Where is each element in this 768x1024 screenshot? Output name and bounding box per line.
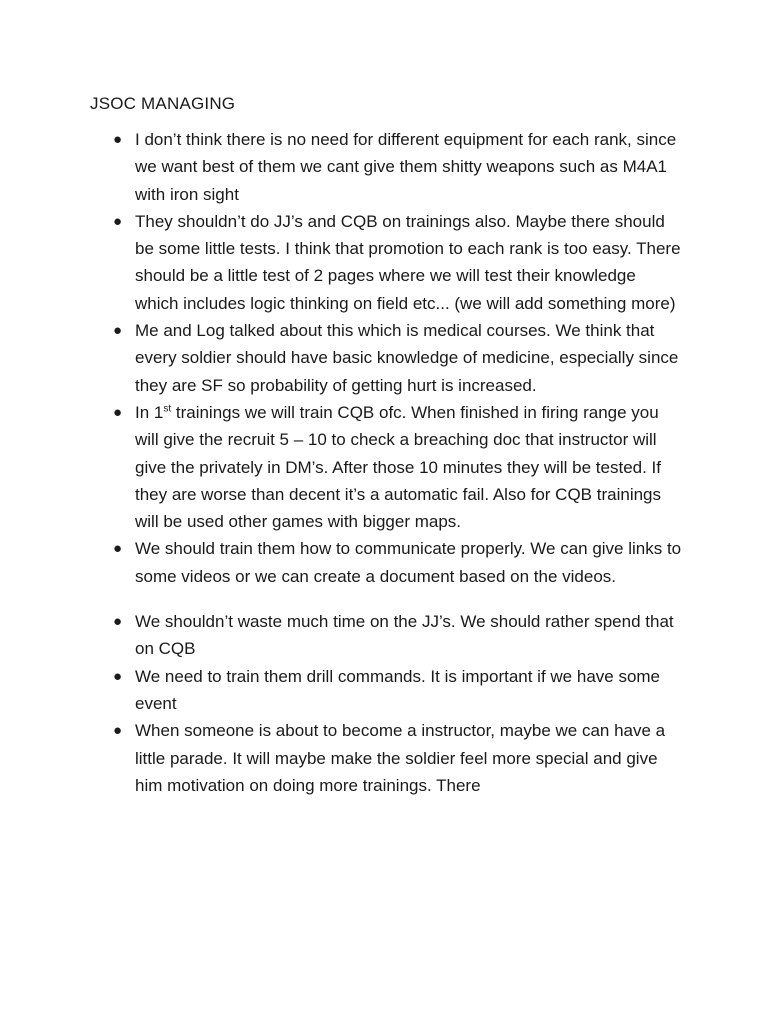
list-item bbox=[113, 399, 683, 535]
list-item bbox=[113, 208, 683, 317]
bullet-icon: ● bbox=[113, 667, 123, 685]
list-item bbox=[113, 608, 683, 663]
list-item-text: We need to train them drill commands. It is important if we have some event bbox=[135, 666, 661, 713]
list-item bbox=[113, 317, 683, 399]
bullet-icon: ● bbox=[113, 403, 123, 421]
list-item bbox=[113, 663, 683, 718]
bullet-icon: ● bbox=[113, 322, 123, 340]
bullet-list bbox=[0, 126, 768, 799]
list-item-text: They shouldn’t do JJ’s and CQB on trainings also. Maybe there should be some little tests. I think that promotion to each rank is too easy. There should be a little test of 2 pages where we will test their knowledge which includes logic thinking on field etc... (we will add something more) bbox=[135, 211, 681, 313]
bullet-icon: ● bbox=[113, 212, 123, 230]
list-item-text: Me and Log talked about this which is medical courses. We think that every soldier should have basic knowledge of medicine, especially since they are SF so probability of getting hurt is increased. bbox=[135, 321, 679, 395]
bullet-icon: ● bbox=[113, 613, 123, 631]
list-item-text: We shouldn’t waste much time on the JJ’s. We should rather spend that on CQB bbox=[135, 612, 674, 659]
bullet-icon: ● bbox=[113, 722, 123, 740]
list-item-text: I don’t think there is no need for different equipment for each rank, since we want best of them we cant give them shitty weapons such as M4A1 with iron sight bbox=[135, 130, 677, 204]
document-title: JSOC MANAGING bbox=[90, 94, 236, 113]
list-item bbox=[113, 535, 683, 590]
list-item-text: We should train them how to communicate properly. We can give links to some videos or we can create a document based on the videos. bbox=[135, 539, 682, 586]
list-item-text: When someone is about to become a instructor, maybe we can have a little parade. It will maybe make the soldier feel more special and give him motivation on doing more trainings. There bbox=[135, 721, 666, 795]
list-item bbox=[113, 717, 683, 799]
bullet-icon: ● bbox=[113, 131, 123, 148]
ordinal-suffix: st bbox=[163, 403, 172, 415]
list-item-text-prefix: In 1 bbox=[135, 402, 164, 422]
list-item-text: trainings we will train CQB ofc. When finished in firing range you will give the recruit 5 – 10 to check a breaching doc that instructor will give the privately in DM’s. After those 10 minutes they will be tested. If they are worse than decent it’s a automatic fail. Also for CQB trainings will be used other games with bigger maps. bbox=[135, 402, 662, 532]
list-item bbox=[113, 126, 683, 208]
bullet-icon: ● bbox=[113, 540, 123, 558]
